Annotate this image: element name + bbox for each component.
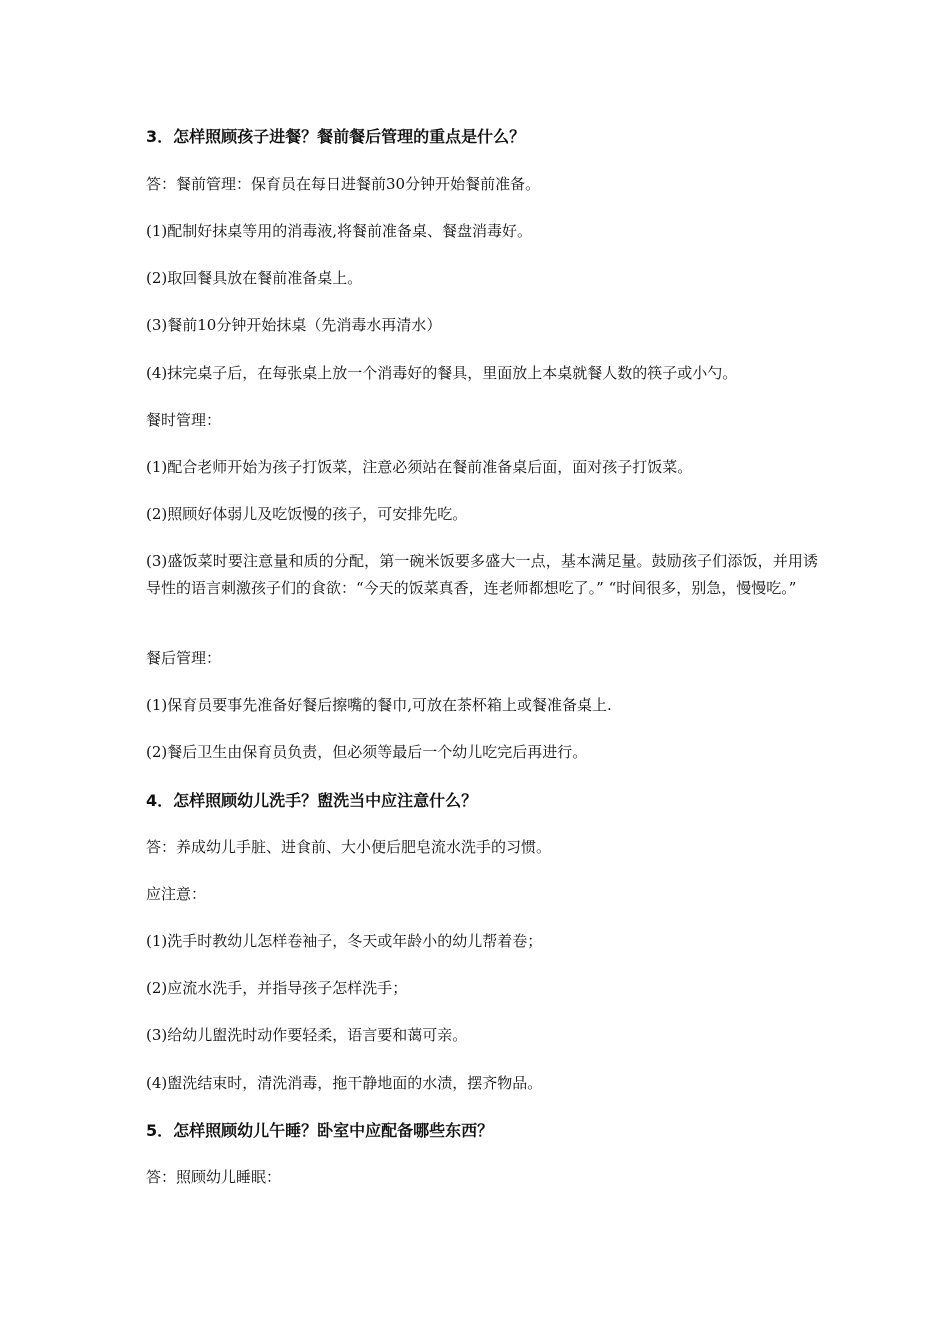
after-meal-item-1: (1)保育员要事先准备好餐后擦嘴的餐巾,可放在茶杯箱上或餐准备桌上. bbox=[146, 696, 612, 714]
during-meal-item-2: (2)照顾好体弱儿及吃饭慢的孩子，可安排先吃。 bbox=[146, 505, 468, 523]
hand-washing-item-1: (1)洗手时教幼儿怎样卷袖子，冬天或年龄小的幼儿帮着卷； bbox=[146, 932, 543, 950]
section-3-heading: 3．怎样照顾孩子进餐？餐前餐后管理的重点是什么？ bbox=[146, 127, 526, 146]
pre-meal-item-3: (3)餐前10分钟开始抹桌（先消毒水再清水） bbox=[146, 316, 442, 334]
hand-washing-item-4: (4)盥洗结束时，清洗消毒，拖干静地面的水渍，摆齐物品。 bbox=[146, 1074, 543, 1092]
during-meal-title: 餐时管理： bbox=[146, 411, 222, 429]
section-4-heading: 4．怎样照顾幼儿洗手？盥洗当中应注意什么？ bbox=[146, 791, 478, 810]
hand-washing-item-2: (2)应流水洗手，并指导孩子怎样洗手； bbox=[146, 979, 408, 997]
after-meal-item-2: (2)餐后卫生由保育员负责，但必须等最后一个幼儿吃完后再进行。 bbox=[146, 743, 588, 761]
pre-meal-item-4: (4)抹完桌子后，在每张桌上放一个消毒好的餐具，里面放上本桌就餐人数的筷子或小勺。 bbox=[146, 364, 738, 382]
section-5-answer-intro: 答：照顾幼儿睡眠： bbox=[146, 1168, 282, 1186]
section-4-notes-title: 应注意： bbox=[146, 885, 207, 903]
pre-meal-item-2: (2)取回餐具放在餐前准备桌上。 bbox=[146, 269, 363, 287]
during-meal-item-1: (1)配合老师开始为孩子打饭菜，注意必须站在餐前准备桌后面，面对孩子打饭菜。 bbox=[146, 458, 693, 476]
hand-washing-item-3: (3)给幼儿盥洗时动作要轻柔，语言要和蔼可亲。 bbox=[146, 1026, 468, 1044]
after-meal-title: 餐后管理： bbox=[146, 649, 222, 667]
section-5-heading: 5．怎样照顾幼儿午睡？卧室中应配备哪些东西？ bbox=[146, 1121, 494, 1140]
during-meal-item-3: (3)盛饭菜时要注意量和质的分配，第一碗米饭要多盛大一点，基本满足量。鼓励孩子们添饭，并用诱导性的语言刺激孩子们的食欲：“今天的饭菜真香，连老师都想吃了。” “时间很多，别急，慢慢吃。” bbox=[146, 552, 818, 597]
section-3-answer-intro: 答：餐前管理：保育员在每日进餐前30分钟开始餐前准备。 bbox=[146, 175, 541, 193]
section-4-answer-intro: 答：养成幼儿手脏、进食前、大小便后肥皂流水洗手的习惯。 bbox=[146, 838, 552, 856]
pre-meal-item-1: (1)配制好抹桌等用的消毒液,将餐前准备桌、餐盘消毒好。 bbox=[146, 222, 533, 240]
